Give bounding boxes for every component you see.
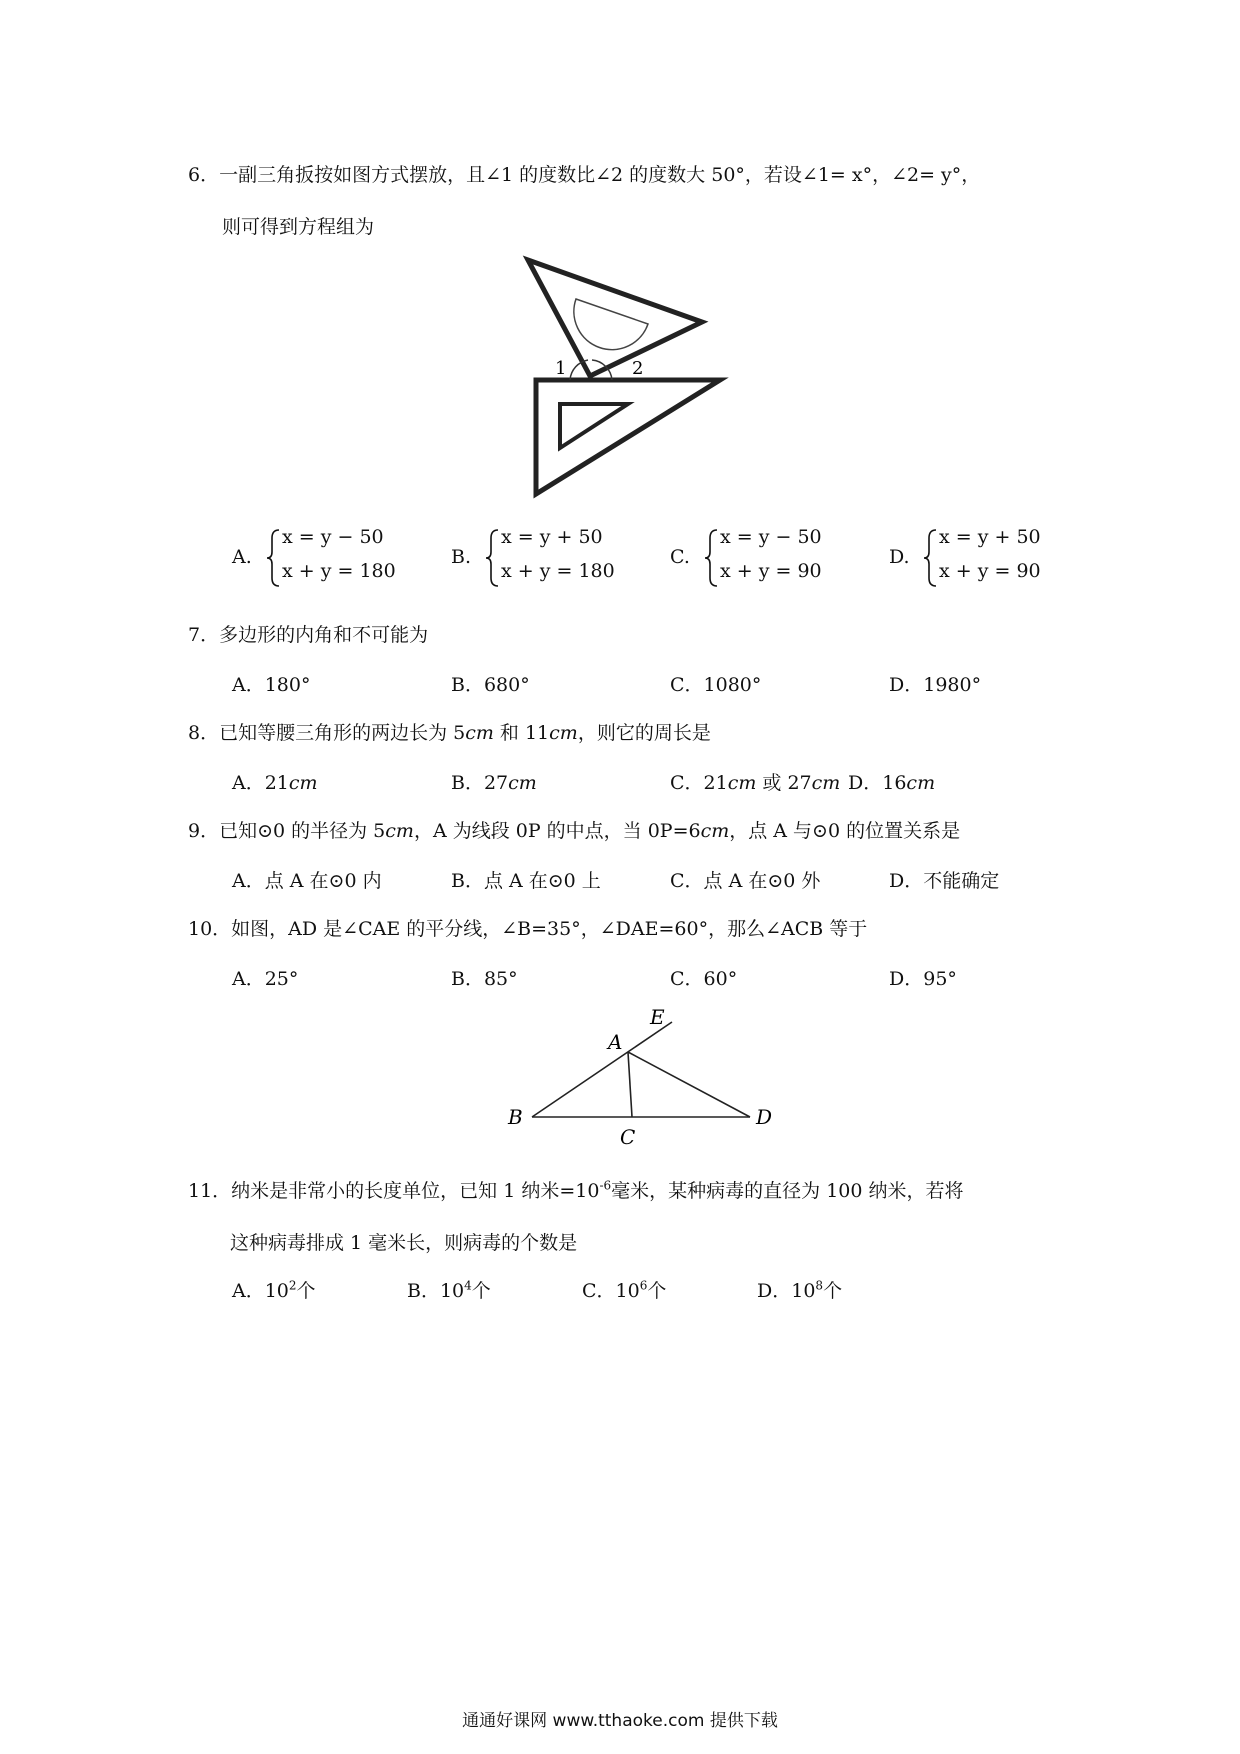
q11-option-d[interactable] [757, 1276, 842, 1303]
q9-option-a[interactable]: A．点 A 在⊙0 内 [232, 870, 382, 892]
option-label: A. [232, 546, 252, 568]
q10-options [232, 964, 1132, 994]
equation-2: x + y = 180 [282, 560, 396, 582]
q8-stem-part-c: ，则它的周长是 [577, 722, 711, 744]
q8-options [232, 768, 1132, 798]
q10-option-a[interactable]: A．25° [232, 968, 299, 990]
q6-option-a[interactable] [232, 524, 432, 590]
q8-option-b[interactable] [451, 768, 537, 795]
equation-1: x = y − 50 [720, 526, 822, 548]
brace-icon [266, 528, 282, 588]
q9-option-b[interactable]: B．点 A 在⊙0 上 [451, 870, 601, 892]
brace-icon [485, 528, 501, 588]
angle-2-label: 2 [632, 358, 644, 379]
q9-stem-part-c: ，点 A 与⊙0 的位置关系是 [729, 820, 961, 842]
point-C-label: C [620, 1125, 636, 1149]
unit-cm: cm [549, 722, 578, 744]
q7-options [232, 670, 1132, 700]
q11-option-a[interactable] [232, 1276, 316, 1303]
equation-1: x = y + 50 [939, 526, 1041, 548]
q7-option-b[interactable]: B．680° [451, 674, 530, 696]
exponent: 8 [815, 1278, 824, 1293]
equation-2: x + y = 90 [720, 560, 822, 582]
brace-icon [704, 528, 720, 588]
equation-2: x + y = 180 [501, 560, 615, 582]
q9-stem-part-a: 9．已知⊙0 的半径为 5 [188, 820, 386, 842]
q11-stem-line2: 这种病毒排成 1 毫米长，则病毒的个数是 [230, 1232, 578, 1254]
q8-stem-part-a: 8．已知等腰三角形的两边长为 5 [188, 722, 466, 744]
equation-2: x + y = 90 [939, 560, 1041, 582]
exponent: 2 [288, 1278, 297, 1293]
option-text: C．10 [582, 1280, 640, 1302]
exponent: 4 [464, 1278, 472, 1293]
option-label: D. [889, 546, 910, 568]
q8-stem [188, 718, 711, 745]
segment-AD [628, 1052, 750, 1117]
q8-option-a[interactable] [232, 768, 318, 795]
point-D-label: D [756, 1105, 773, 1129]
lower-triangle [536, 380, 720, 494]
option-unit: 个 [471, 1280, 491, 1302]
q7-option-a[interactable]: A．180° [232, 674, 311, 696]
q7-option-c[interactable]: C．1080° [670, 674, 762, 696]
option-text: D．10 [757, 1280, 816, 1302]
q9-stem [188, 816, 960, 843]
option-unit: 个 [823, 1280, 843, 1302]
page-footer: 通通好课网 www.tthaoke.com 提供下载 [462, 1711, 778, 1731]
unit-cm: cm [288, 772, 318, 794]
point-A-label: A [608, 1030, 623, 1054]
option-unit: 个 [647, 1280, 667, 1302]
q6-triangles-figure [520, 252, 740, 502]
unit-cm: cm [727, 772, 757, 794]
option-text: A．10 [232, 1280, 289, 1302]
q10-option-d[interactable]: D．95° [889, 968, 957, 990]
option-text: B．10 [407, 1280, 465, 1302]
q6-option-c[interactable] [670, 524, 870, 590]
equation-1: x = y + 50 [501, 526, 603, 548]
q9-stem-part-b: ，A 为线段 0P 的中点，当 0P=6 [413, 820, 701, 842]
q7-stem: 7．多边形的内角和不可能为 [188, 624, 429, 646]
unit-cm: cm [811, 772, 841, 794]
option-text: A．21 [232, 772, 289, 794]
q6-stem-line1: 6．一副三角扳按如图方式摆放，且∠1 的度数比∠2 的度数大 50°，若设∠1= x°，∠2= y°， [188, 164, 981, 186]
q10-triangle-figure [500, 1004, 790, 1154]
q9-options [232, 866, 1132, 896]
option-text: D．16 [848, 772, 907, 794]
q10-option-c[interactable]: C．60° [670, 968, 738, 990]
option-text: C．21 [670, 772, 728, 794]
equation-1: x = y − 50 [282, 526, 384, 548]
brace-icon [923, 528, 939, 588]
q10-option-b[interactable]: B．85° [451, 968, 518, 990]
segment-BA-extended-to-E [532, 1022, 672, 1117]
q11-stem-part-a: 11．纳米是非常小的长度单位，已知 1 纳米=10 [188, 1180, 600, 1202]
unit-cm: cm [700, 820, 730, 842]
q11-option-b[interactable] [407, 1276, 491, 1303]
point-E-label: E [650, 1005, 665, 1029]
q6-option-d[interactable] [889, 524, 1089, 590]
q8-option-c[interactable] [670, 768, 840, 795]
exponent: -6 [599, 1178, 612, 1193]
option-label: C. [670, 546, 690, 568]
q11-stem-part-b: 毫米，某种病毒的直径为 100 纳米，若将 [611, 1180, 964, 1202]
unit-cm: cm [906, 772, 936, 794]
option-text: B．27 [451, 772, 509, 794]
q11-option-c[interactable] [582, 1276, 666, 1303]
unit-cm: cm [385, 820, 414, 842]
exponent: 6 [639, 1278, 648, 1293]
q11-stem-line1 [188, 1176, 964, 1203]
option-text-or: 或 27 [756, 772, 812, 794]
q8-stem-part-b: 和 11 [493, 722, 550, 744]
unit-cm: cm [465, 722, 494, 744]
unit-cm: cm [508, 772, 537, 794]
q9-option-d[interactable]: D．不能确定 [889, 870, 1000, 892]
q9-option-c[interactable]: C．点 A 在⊙0 外 [670, 870, 821, 892]
q6-stem-line2: 则可得到方程组为 [222, 216, 375, 238]
point-B-label: B [508, 1105, 523, 1129]
q8-option-d[interactable] [848, 768, 935, 795]
angle-1-label: 1 [555, 358, 567, 379]
protractor-cutout [574, 299, 648, 350]
q7-option-d[interactable]: D．1980° [889, 674, 982, 696]
q6-option-b[interactable] [451, 524, 651, 590]
option-label: B. [451, 546, 472, 568]
segment-AC [628, 1052, 632, 1117]
q10-stem: 10．如图，AD 是∠CAE 的平分线，∠B=35°，∠DAE=60°，那么∠ACB 等于 [188, 918, 868, 940]
q11-options [232, 1276, 1132, 1306]
option-unit: 个 [296, 1280, 316, 1302]
